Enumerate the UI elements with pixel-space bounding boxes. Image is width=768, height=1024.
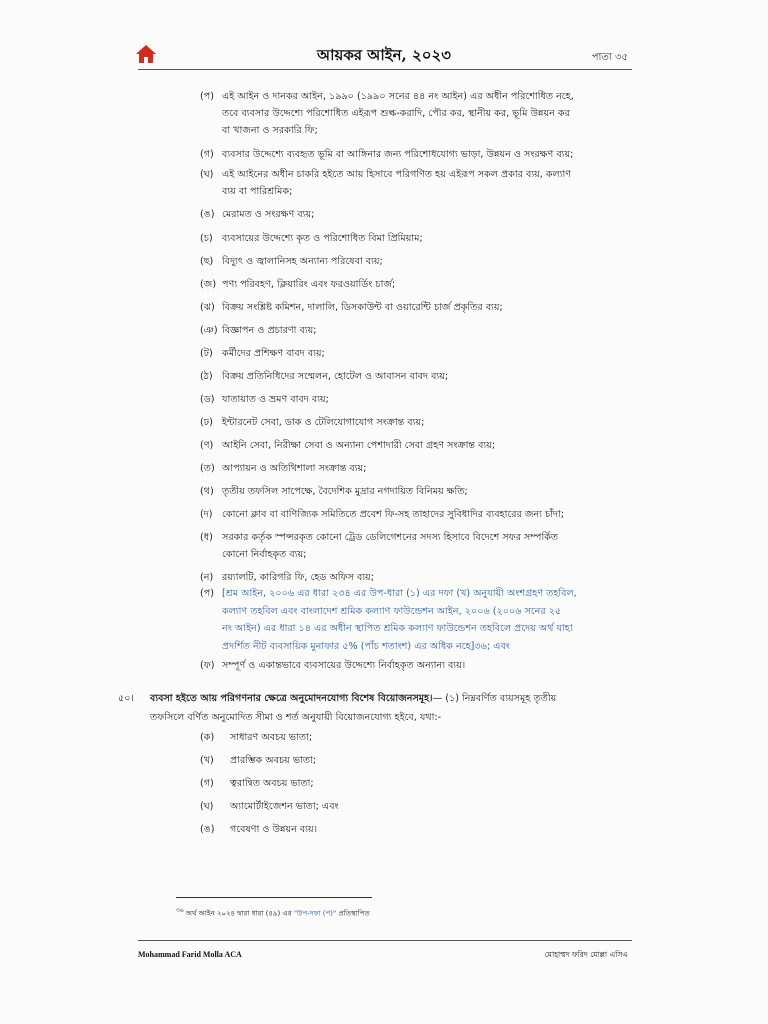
page-number: পাতা ৩৫	[591, 52, 628, 63]
list-item-text	[222, 569, 634, 586]
deduction-item-label: (খ)	[200, 755, 214, 766]
list-item-line: কোনো নির্বাহকৃত ব্যয়;	[222, 549, 307, 560]
footer-divider	[138, 940, 632, 941]
deduction-item-label: (গ)	[200, 778, 214, 789]
list-item-label: (ঝ)	[200, 302, 215, 313]
list-item-line: পণ্য পরিবহণ, ক্লিয়ারিং এবং ফরওয়ার্ডিং চার্জ;	[222, 279, 396, 290]
list-item-text	[222, 230, 634, 247]
list-item-label: (প)	[200, 588, 214, 599]
list-item-text	[222, 585, 634, 655]
list-item-label: (দ)	[200, 509, 213, 520]
list-item-text	[222, 414, 634, 431]
list-item-line: মেরামত ও সংরক্ষণ ব্যয়;	[222, 209, 315, 220]
footnote-text-after: প্রতিস্থাপিত	[336, 909, 370, 918]
list-item-text	[222, 506, 634, 523]
list-item-text	[222, 299, 634, 316]
list-item-line: ব্যবসার উদ্দেশ্যে ব্যবহৃত ভূমি বা আঙ্গিনার জন্য পরিশোধযোগ্য ভাড়া, উন্নয়ন ও সংরক্ষণ ব্যয়;	[222, 149, 574, 160]
deduction-item-text: ত্বরান্বিত অবচয় ভাতা;	[230, 778, 314, 789]
list-item-text	[222, 345, 634, 362]
list-item-label: (ঞ)	[200, 325, 218, 336]
deduction-item-label: (ক)	[200, 732, 215, 743]
list-item-line: আপ্যায়ন ও অতিথিশালা সংক্রান্ত ব্যয়;	[222, 463, 367, 474]
footer-author-en: Mohammad Farid Molla ACA	[138, 950, 242, 959]
page-title: আয়কর আইন, ২০২৩	[316, 46, 451, 64]
footnote-marker: ৩৬	[176, 908, 184, 914]
list-item-text	[222, 391, 634, 408]
list-item-line: বিজ্ঞাপন ও প্রচারণা ব্যয়;	[222, 325, 317, 336]
list-item-line: নং আইন) এর ধারা ১৪ এর অধীন স্থাপিত শ্রমিক কল্যাণ ফাউন্ডেশন তহবিলে প্রদেয় অর্থ যাহা	[222, 623, 573, 634]
list-item-line: সরকার কর্তৃক স্পন্সরকৃত কোনো ট্রেড ডেলিগেশনের সদস্য হিসাবে বিদেশে সফর সম্পর্কিত	[222, 532, 559, 543]
list-item-line: আইনি সেবা, নিরীক্ষা সেবা ও অন্যান্য পেশাদারী সেবা গ্রহণ সংক্রান্ত ব্যয়;	[222, 440, 496, 451]
list-item-line: সম্পূর্ণ ও একান্তভাবে ব্যবসায়ের উদ্দেশ্যে নির্বাহকৃত অন্যান্য ব্যয়।	[222, 660, 466, 671]
list-item-line: রয়্যালটি, কারিগরি ফি, হেড অফিস ব্যয়;	[222, 572, 374, 583]
list-item-text	[222, 146, 634, 163]
list-item-line: কর্মীদের প্রশিক্ষণ বাবদ ব্যয়;	[222, 348, 325, 359]
list-item-label: (প)	[200, 91, 214, 102]
list-item-label: (ট)	[200, 348, 213, 359]
list-item-label: (গ)	[200, 149, 214, 160]
section-lead: — (১) নিম্নবর্ণিত ব্যয়সমূহ তৃতীয়	[432, 693, 557, 704]
list-item-line: বা খাজনা ও সরকারি ফি;	[222, 125, 318, 136]
list-item-text	[222, 206, 634, 223]
list-item-text	[222, 322, 634, 339]
footnote-text-before: অর্থ আইন ২০২৪ দ্বারা ধারা (৪৯) এর	[185, 909, 294, 918]
list-item-text	[222, 437, 634, 454]
list-item-line: তবে ব্যবসার উদ্দেশ্যে পরিশোধিত এইরূপ শুল্ক-করাদি, পৌর কর, স্থানীয় কর, ভূমি উন্নয়ন কর	[222, 108, 570, 119]
list-item-text	[222, 657, 634, 674]
list-item-line: এই আইন ও দানকর আইন, ১৯৯০ (১৯৯০ সনের ৪৪ নং আইন) এর অধীন পরিশোধিত নহে,	[222, 91, 574, 102]
section-number: ৫০।	[118, 693, 134, 704]
list-item-label: (ঢ)	[200, 417, 213, 428]
list-item-line: তৃতীয় তফসিল সাপেক্ষে, বৈদেশিক মুদ্রার নগদায়িত বিনিময় ক্ষতি;	[222, 486, 468, 497]
list-item-line: এই আইনের অধীন চাকরি হইতে আয় হিসাবে পরিগণিত হয় এইরূপ সকল প্রকার ব্যয়, কল্যাণ	[222, 169, 572, 180]
list-item-label: (জ)	[200, 279, 217, 290]
section-heading-line	[150, 689, 634, 708]
list-item-line: ইন্টারনেট সেবা, ডাক ও টেলিযোগাযোগ সংক্রান্ত ব্যয়;	[222, 417, 425, 428]
list-item-text	[222, 166, 634, 200]
list-item-line: ব্যবসায়ের উদ্দেশ্যে কৃত ও পরিশোধিত বিমা প্রিমিয়াম;	[222, 233, 423, 244]
list-item-label: (চ)	[200, 233, 213, 244]
list-item-label: (ত)	[200, 463, 215, 474]
list-item-label: (ড)	[200, 394, 215, 405]
deduction-item-label: (ঘ)	[200, 801, 214, 812]
footnote-quote[interactable]: "উপ-দফা (প)"	[293, 909, 337, 918]
list-item-text	[222, 88, 634, 139]
list-item-label: (ছ)	[200, 256, 214, 267]
list-item-line: প্রদর্শিত নীট ব্যবসায়িক মুনাফার ৫% (পাঁচ শতাংশ) এর অধিক নহে]৩৬; এবং	[222, 640, 510, 652]
footnote	[176, 906, 370, 919]
list-item-line: কোনো ক্লাব বা বাণিজ্যিক সমিতিতে প্রবেশ ফি-সহ তাহাদের সুবিধাদির ব্যবহারের জন্য চাঁদা;	[222, 509, 564, 520]
list-item-line: [শ্রম আইন, ২০০৬ এর ধারা ২৩৪ এর উপ-ধারা (১) এর দফা (খ) অনুযায়ী অংশগ্রহণ তহবিল,	[222, 588, 577, 599]
list-item-text	[222, 368, 634, 385]
deduction-item-label: (ঙ)	[200, 824, 215, 835]
deduction-item-text: গবেষণা ও উন্নয়ন ব্যয়।	[230, 824, 318, 835]
list-item-line: ব্যয় বা পারিশ্রমিক;	[222, 186, 293, 197]
deduction-item-text: প্রারম্ভিক অবচয় ভাতা;	[230, 755, 316, 766]
deduction-item-text: অ্যামোর্টাইজেশন ভাতা; এবং	[230, 801, 339, 812]
list-item-label: (ঘ)	[200, 169, 214, 180]
list-item-label: (ঙ)	[200, 209, 215, 220]
footnote-divider	[176, 897, 372, 898]
footer-author-bn: মোহাম্মদ ফরিদ মোল্লা এসিএ	[544, 950, 628, 959]
list-item-line: বিক্রয় প্রতিনিধিদের সম্মেলন, হোটেল ও আবাসন বাবদ ব্যয়;	[222, 371, 449, 382]
section-heading: ব্যবসা হইতে আয় পরিগণনার ক্ষেত্রে অনুমোদনযোগ্য বিশেষ বিয়োজনসমূহ।	[150, 693, 433, 704]
section-line-2: তফসিলে বর্ণিত অনুমোদিত সীমা ও শর্ত অনুযায়ী বিয়োজনযোগ্য হইবে, যথা:-	[150, 712, 442, 723]
deduction-item-text: সাধারণ অবচয় ভাতা;	[230, 732, 313, 743]
list-item-label: (ঠ)	[200, 371, 213, 382]
list-item-line: বিদ্যুৎ ও জ্বালানিসহ অন্যান্য পরিষেবা ব্যয়;	[222, 256, 383, 267]
list-item-text	[222, 253, 634, 270]
list-item-label: (ফ)	[200, 660, 215, 671]
list-item-text	[222, 483, 634, 500]
list-item-label: (ন)	[200, 572, 214, 583]
list-item-label: (ধ)	[200, 532, 213, 543]
list-item-label: (ণ)	[200, 440, 214, 451]
list-item-line: বিক্রয় সংশ্লিষ্ট কমিশন, দালালি, ডিসকাউন্ট বা ওয়ারেন্টি চার্জ প্রকৃতির ব্যয়;	[222, 302, 503, 313]
list-item-text	[222, 460, 634, 477]
list-item-text	[222, 529, 634, 563]
list-item-line: যাতায়াত ও ভ্রমণ বাবদ ব্যয়;	[222, 394, 329, 405]
list-item-text	[222, 276, 634, 293]
header-divider	[138, 69, 632, 70]
list-item-label: (থ)	[200, 486, 214, 497]
list-item-line: কল্যাণ তহবিল এবং বাংলাদেশ শ্রমিক কল্যাণ ফাউন্ডেশন আইন, ২০০৬ (২০০৬ সনের ২৫	[222, 605, 562, 617]
